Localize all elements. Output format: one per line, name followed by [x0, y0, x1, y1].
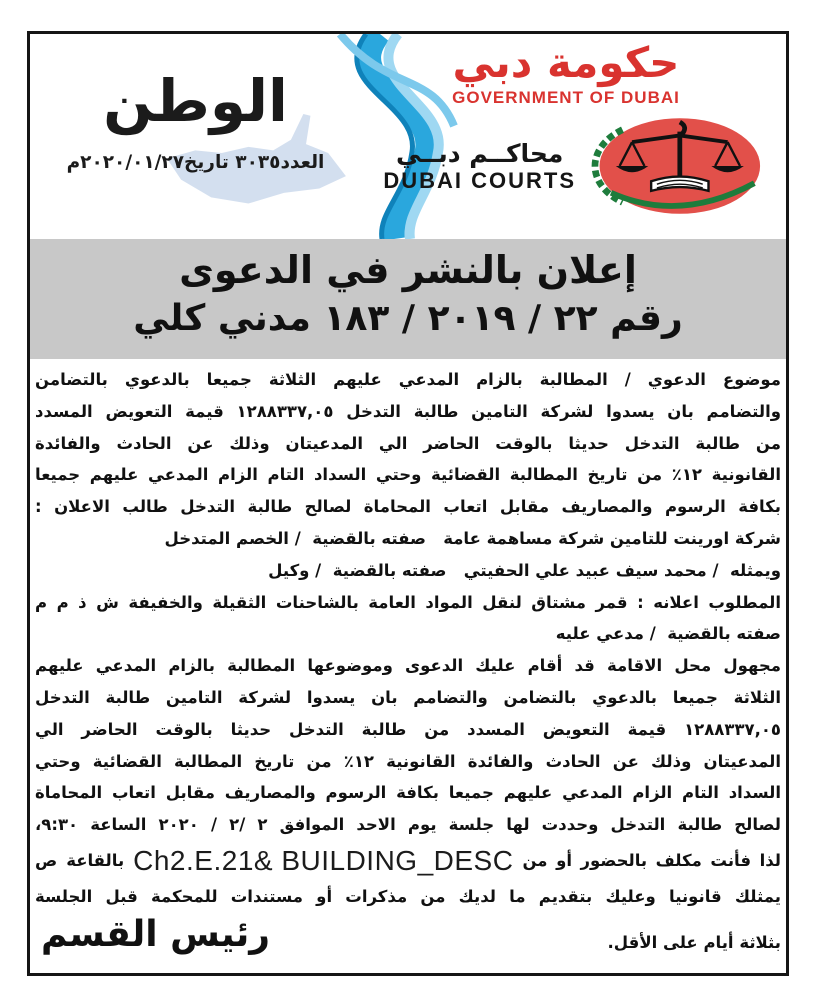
body-line: المطلوب اعلانه : قمر مشتاق لنقل المواد العامة بالشاحنات الثقيلة والخفيفة ش ذ م م [35, 592, 781, 612]
body-line: بكافة الرسوم والمصاريف مقابل اتعاب المحاماة لصالح طالبة التدخل طالب الاعلان : [35, 497, 781, 517]
case-title-band [30, 239, 786, 359]
body-line: صفته بالقضية / مدعي عليه [555, 624, 781, 644]
hall-line-tail: لذا فأنت مكلف بالحضور أو من [522, 851, 781, 871]
body-line: بثلاثة أيام على الأقل. [607, 932, 781, 952]
hall-word: بالقاعة [66, 851, 125, 871]
body-line: والتضامم بان يسدوا لشركة التامين طالبة التدخل ١٢٨٨٣٣٧,٠٥ قيمة التعويض المسدد [35, 401, 781, 421]
body-line: ويمثله / محمد سيف عبيد علي الحفيتي صفته بالقضية / وكيل [268, 560, 781, 580]
notice-title: إعلان بالنشر في الدعوى [179, 248, 637, 292]
scales-of-justice-emblem-icon [590, 115, 762, 217]
notice-body [30, 359, 786, 959]
dubai-courts-row [370, 115, 762, 217]
alwatan-newspaper-name: الوطن [103, 67, 288, 135]
government-of-dubai-block [370, 40, 762, 217]
body-line: الثلاثة جميعا بالدعوي بالتضامن والتضامم بان يسدوا لشركة التامين طالبة التدخل [35, 687, 781, 707]
hearing-hall-line [35, 841, 781, 881]
body-line: ١٢٨٨٣٣٧,٠٥ قيمة التعويض المسدد من طالبة التدخل حديثا بالوقت الحاضر الي [35, 719, 781, 739]
body-line: مجهول محل الاقامة قد أقام عليك الدعوى وموضوعها المطالبة بالزام المدعي عليهم [35, 656, 781, 676]
closing-row [35, 913, 781, 959]
signature-section-head: رئيس القسم [41, 913, 270, 955]
body-line: يمثلك قانونيا وعليك بتقديم ما لديك من مذكرات أو مستندات للمحكمة قبل الجلسة [35, 886, 781, 906]
issue-date-line: العدد٣٠٣٥ تاريخ٢٠٢٠/٠١/٢٧م [66, 152, 325, 173]
case-number-line: رقم ٢٢ / ٢٠١٩ / ١٨٣ مدني كلي [133, 298, 683, 340]
body-line: السداد التام الزام المدعي عليهم جميعا بكافة الرسوم والمصاريف مقابل اتعاب المحاماة [35, 783, 781, 803]
government-of-dubai-label: GOVERNMENT OF DUBAI [452, 88, 680, 108]
government-dubai-calligraphy: حكومة دبي [452, 38, 680, 87]
newspaper-header [30, 34, 786, 239]
body-line: شركة اورينت للتامين شركة مساهمة عامة صفته بالقضية / الخصم المتدخل [164, 528, 781, 548]
body-line: لصالح طالبة التدخل وحددت لها جلسة يوم الاحد الموافق ٢ /٢ / ٢٠٢٠ الساعة ٩:٣٠، [35, 815, 781, 835]
dubai-courts-arabic: محاكــم دبــي [395, 138, 564, 168]
notice-border-frame [27, 31, 789, 976]
am-abbrev: ص [35, 851, 58, 871]
hall-code-latin: Ch2.E.21& BUILDING_DESC [133, 844, 514, 876]
body-line: القانونية ١٢٪ من تاريخ المطالبة القضائية وحتي السداد التام الزام المدعي عليهم جميعا [35, 465, 781, 485]
dubai-courts-wordmark [383, 139, 576, 194]
body-line: موضوع الدعوي / المطالبة بالزام المدعي عليهم الثلاثة جميعا بالدعوي بالتضامن [35, 370, 781, 389]
body-line: المدعيتان وذلك عن الحادث والفائدة القانونية ١٢٪ من تاريخ المطالبة القضائية وحتي [35, 751, 781, 771]
alwatan-logo-block [48, 67, 343, 173]
body-line: من طالبة التدخل حديثا بالوقت الحاضر الي المدعيتان وذلك عن الحادث والفائدة [35, 433, 781, 453]
dubai-courts-english: DUBAI COURTS [383, 167, 576, 193]
body-lines [35, 364, 781, 841]
